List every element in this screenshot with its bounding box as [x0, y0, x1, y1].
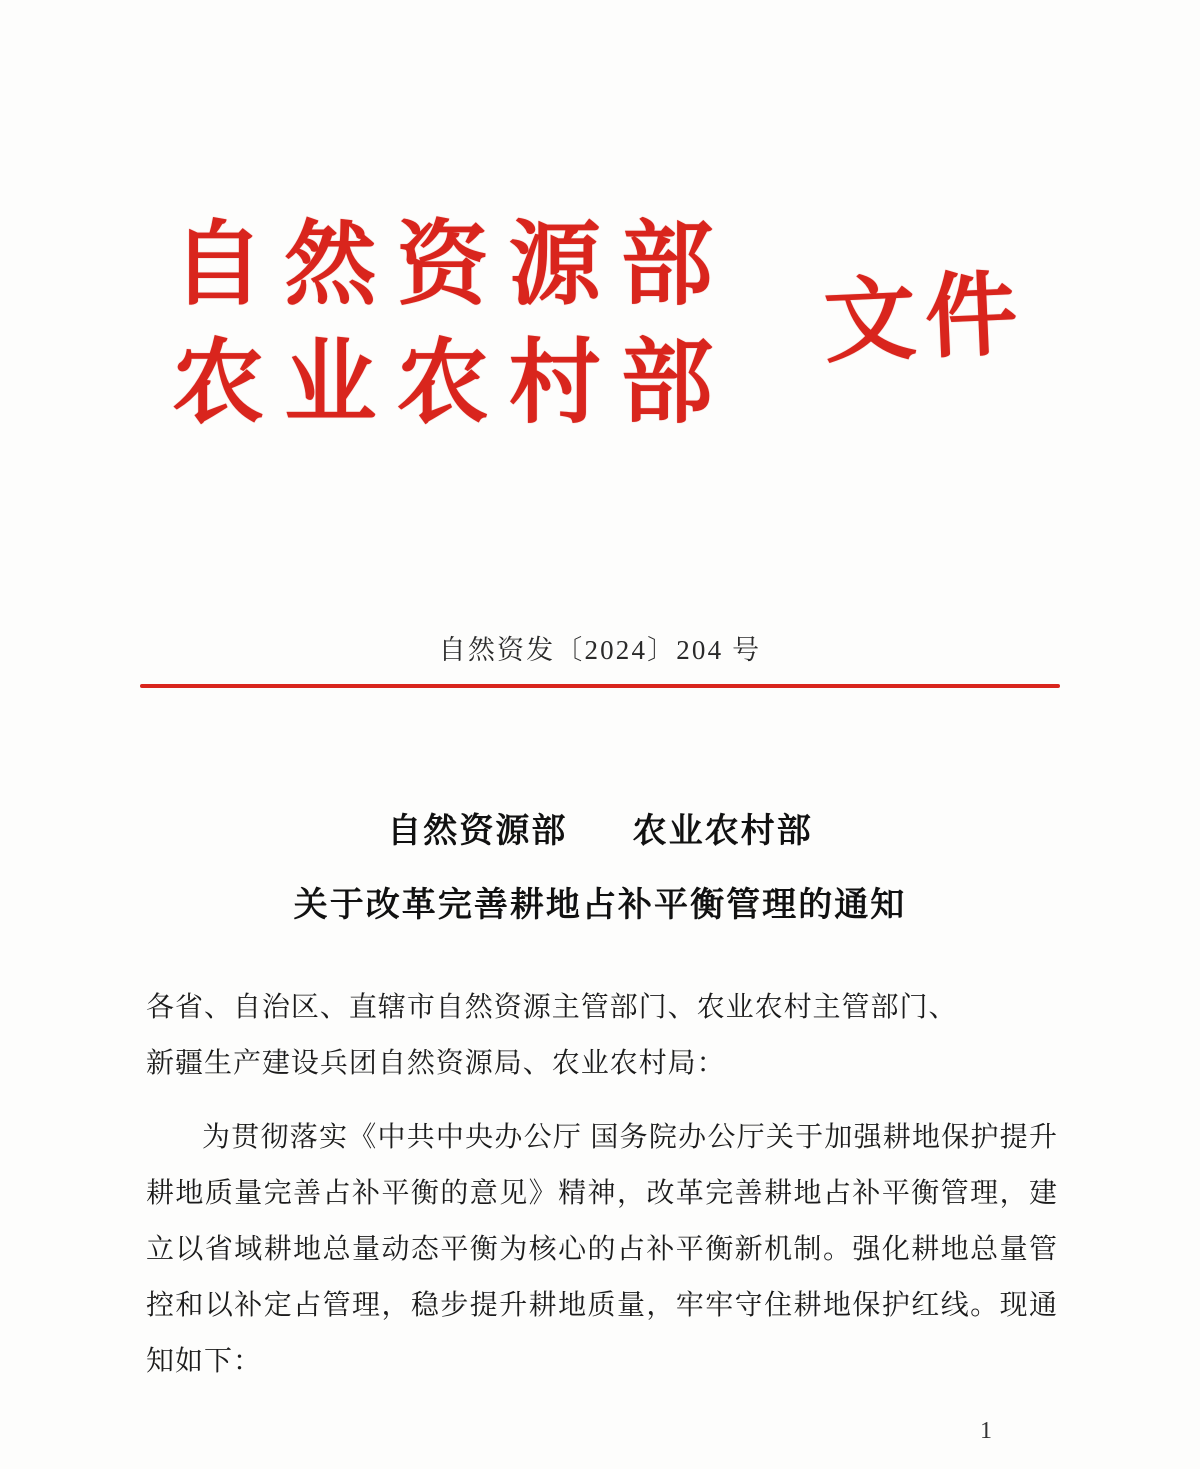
title-subject: 关于改革完善耕地占补平衡管理的通知: [293, 887, 907, 924]
masthead-line-2: 农业农村部: [172, 332, 734, 434]
red-divider-rule: [140, 684, 1060, 688]
title-issuer-right: 农业农村部: [632, 813, 813, 850]
document-masthead: [0, 210, 1200, 510]
masthead-suffix: 文件: [821, 263, 1029, 374]
body-paragraph-1: 为贯彻落实《中共中央办公厅 国务院办公厅关于加强耕地保护提升耕地质量完善占补平衡的意见》精神，改革完善耕地占补平衡管理，建立以省域耕地总量动态平衡为核心的占补平衡新机制。强化耕地总量管控和以补定占管理，稳步提升耕地质量，牢牢守住耕地保护红线。现通知如下：: [146, 1122, 1058, 1377]
document-number: 自然资发〔2024〕204 号: [438, 635, 762, 665]
document-title-block: [0, 806, 1200, 932]
title-issuer-left: 自然资源部: [387, 813, 568, 850]
salutation-line-1: 各省、自治区、直辖市自然资源主管部门、农业农村主管部门、: [146, 992, 958, 1023]
salutation-line-2: 新疆生产建设兵团自然资源局、农业农村局：: [146, 1048, 726, 1079]
title-issuers: [0, 806, 1200, 858]
page-number: 1: [980, 1418, 992, 1444]
document-body: [146, 980, 1058, 1390]
masthead-line-1: 自然资源部: [172, 214, 734, 316]
